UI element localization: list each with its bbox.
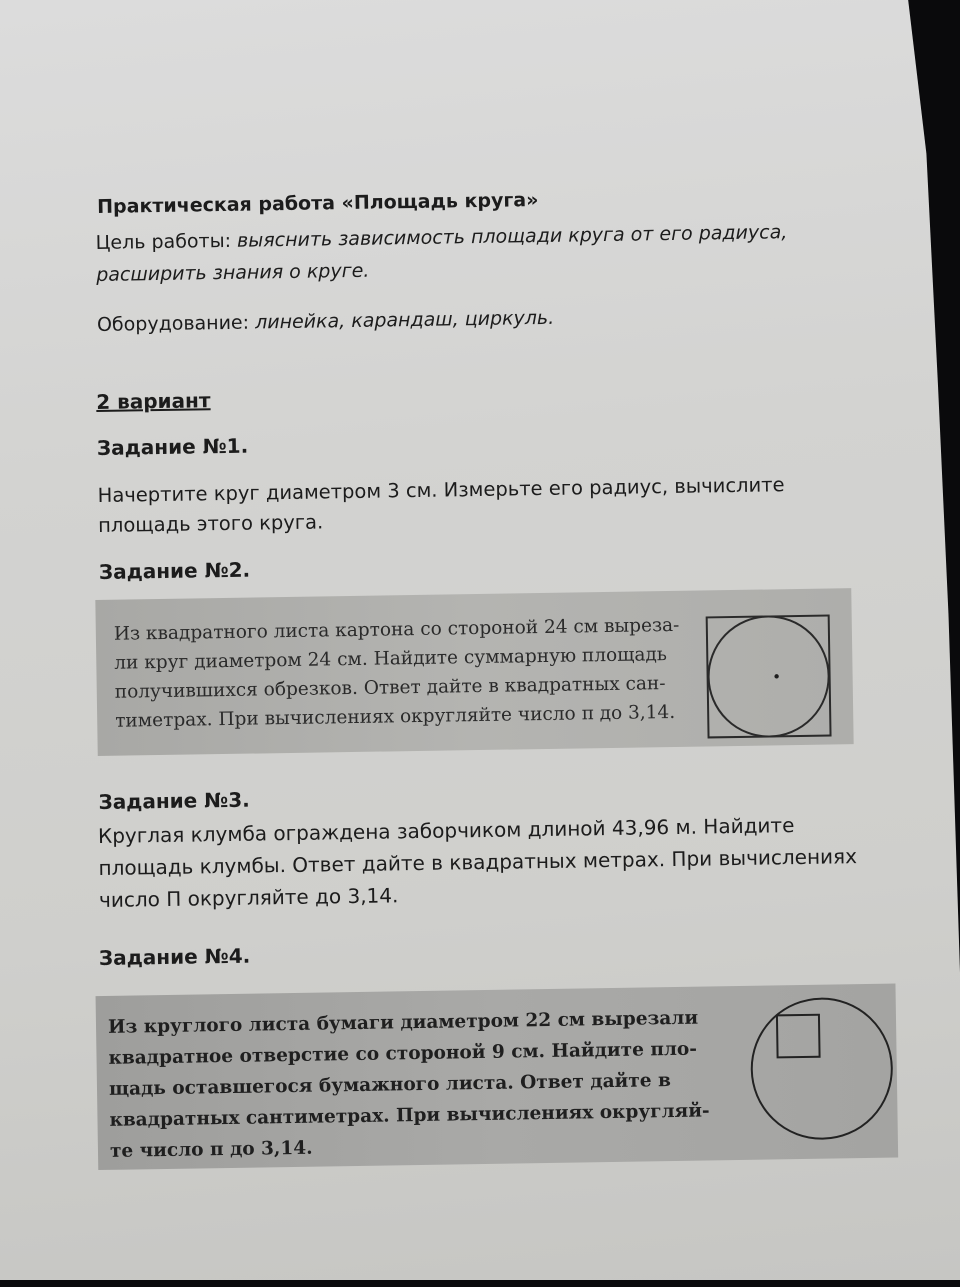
task-1-line: Начертите круг диаметром 3 см. Измерьте его радиус, вычислите (97, 473, 785, 507)
task-2-line: Из квадратного листа картона со стороной 24 см выреза- (113, 614, 680, 645)
task-4-line: квадратных сантиметрах. При вычислениях округляй- (109, 1100, 710, 1131)
task-4-line: Из круглого листа бумаги диаметром 22 см вырезали (107, 1007, 699, 1038)
task-4-line: квадратное отверстие со стороной 9 см. Найдите пло- (108, 1038, 698, 1069)
goal-label: Цель работы: (95, 229, 232, 254)
task-1-heading: Задание №1. (96, 433, 249, 460)
circle-center-dot (774, 674, 778, 678)
paper-circle-outline (751, 998, 893, 1140)
goal-line-1 (96, 221, 788, 254)
circle-with-square-hole-figure (745, 984, 898, 1160)
task-3-heading: Задание №3. (98, 787, 250, 815)
task-4-heading: Задание №4. (98, 943, 251, 971)
equipment-label: Оборудование: (96, 311, 250, 336)
circle-outline (708, 616, 830, 738)
task-4-line: те число π до 3,14. (109, 1137, 313, 1162)
task-2-line: ли круг диаметром 24 см. Найдите суммарную площадь (114, 644, 668, 674)
task-1-line: площадь этого круга. (97, 510, 324, 537)
task-3-line: число П округляйте до 3,14. (98, 883, 399, 913)
task-2-line: получившихся обрезков. Ответ дайте в квадратных сан- (114, 673, 666, 703)
worksheet-title: Практическая работа «Площадь круга» (96, 189, 539, 218)
equipment-text: линейка, карандаш, циркуль. (254, 306, 555, 334)
square-with-circle-figure (704, 612, 836, 740)
square-hole-outline (777, 1015, 820, 1058)
task-4-text (108, 1002, 740, 1167)
goal-text: выяснить зависимость площади круга от его радиуса, (236, 221, 788, 252)
task-3-line: площадь клумбы. Ответ дайте в квадратных метрах. При вычислениях (98, 844, 858, 881)
variant-heading: 2 вариант (96, 388, 211, 414)
task-2-text (114, 610, 706, 735)
task-2-box (95, 588, 853, 756)
task-4-box (96, 984, 899, 1171)
task-4-line: щадь оставшегося бумажного листа. Ответ дайте в (108, 1070, 672, 1100)
task-2-heading: Задание №2. (98, 557, 251, 584)
task-2-line: тиметрах. При вычислениях округляйте число π до 3,14. (115, 701, 676, 732)
task-3-line: Круглая клумба ограждена заборчиком длиной 43,96 м. Найдите (97, 813, 795, 849)
equipment-line (97, 307, 555, 336)
goal-line-2: расширить знания о круге. (96, 259, 370, 286)
